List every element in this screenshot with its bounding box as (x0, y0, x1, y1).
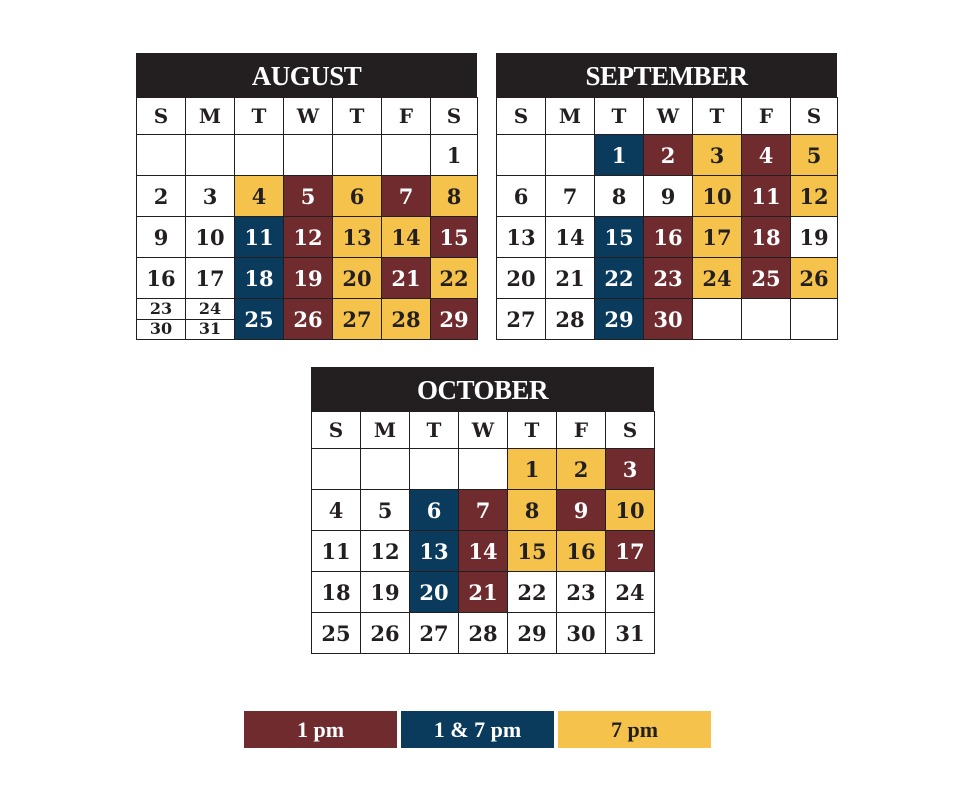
day-cell: 28 (382, 299, 431, 340)
day-cell: 14 (382, 217, 431, 258)
day-cell: 26 (791, 258, 838, 299)
weekday-label: F (557, 412, 606, 449)
empty-cell (742, 299, 791, 340)
empty-cell (546, 135, 595, 176)
empty-cell (284, 135, 333, 176)
week-row (312, 572, 655, 613)
day-cell: 30 (557, 613, 606, 654)
day-cell: 15 (431, 217, 478, 258)
week-row (497, 135, 838, 176)
day-cell-split (137, 299, 186, 340)
weekday-label: S (137, 98, 186, 135)
day-cell: 7 (546, 176, 595, 217)
day-cell: 9 (557, 490, 606, 531)
day-cell: 27 (497, 299, 546, 340)
legend-7pm: 7 pm (558, 711, 711, 748)
week-row (312, 449, 655, 490)
day-cell: 31 (606, 613, 655, 654)
day-number: 30 (149, 319, 173, 339)
weekday-label: S (606, 412, 655, 449)
day-cell: 12 (791, 176, 838, 217)
empty-cell (137, 135, 186, 176)
day-cell: 17 (693, 217, 742, 258)
empty-cell (361, 449, 410, 490)
day-cell: 29 (595, 299, 644, 340)
calendar-september (496, 53, 837, 340)
week-row (312, 490, 655, 531)
day-cell: 28 (546, 299, 595, 340)
day-cell: 2 (557, 449, 606, 490)
day-cell: 1 (431, 135, 478, 176)
empty-cell (459, 449, 508, 490)
day-cell: 13 (410, 531, 459, 572)
day-cell: 6 (410, 490, 459, 531)
day-cell: 22 (431, 258, 478, 299)
day-cell: 5 (791, 135, 838, 176)
day-cell: 19 (284, 258, 333, 299)
day-cell: 28 (459, 613, 508, 654)
day-cell: 17 (606, 531, 655, 572)
day-cell: 16 (557, 531, 606, 572)
week-row (137, 135, 478, 176)
day-cell: 10 (186, 217, 235, 258)
day-number: 23 (137, 299, 185, 320)
legend-1-and-7pm: 1 & 7 pm (401, 711, 554, 748)
weekday-label: S (431, 98, 478, 135)
weekday-label: T (508, 412, 557, 449)
week-row (137, 258, 478, 299)
empty-cell (693, 299, 742, 340)
weekday-label: T (235, 98, 284, 135)
day-cell: 3 (693, 135, 742, 176)
day-cell: 29 (431, 299, 478, 340)
day-cell: 24 (606, 572, 655, 613)
day-cell: 8 (508, 490, 557, 531)
empty-cell (235, 135, 284, 176)
day-cell: 14 (546, 217, 595, 258)
day-cell: 7 (459, 490, 508, 531)
calendar-grid (136, 97, 478, 340)
day-cell: 20 (333, 258, 382, 299)
day-cell: 21 (546, 258, 595, 299)
day-cell: 22 (595, 258, 644, 299)
day-cell: 3 (606, 449, 655, 490)
day-cell: 5 (284, 176, 333, 217)
weekday-label: M (186, 98, 235, 135)
day-cell: 20 (410, 572, 459, 613)
weekday-label: M (546, 98, 595, 135)
day-cell: 25 (312, 613, 361, 654)
day-cell: 11 (312, 531, 361, 572)
empty-cell (497, 135, 546, 176)
weekday-label: S (497, 98, 546, 135)
day-cell: 30 (644, 299, 693, 340)
calendar-grid (311, 411, 655, 654)
empty-cell (186, 135, 235, 176)
week-row (312, 531, 655, 572)
empty-cell (410, 449, 459, 490)
week-row (497, 217, 838, 258)
weekday-header-row (497, 98, 838, 135)
weekday-label: F (742, 98, 791, 135)
weekday-label: W (644, 98, 693, 135)
day-number: 31 (198, 319, 222, 339)
day-cell: 6 (497, 176, 546, 217)
day-cell: 24 (693, 258, 742, 299)
time-legend (244, 711, 711, 748)
day-cell: 18 (742, 217, 791, 258)
day-cell: 4 (235, 176, 284, 217)
day-cell: 10 (606, 490, 655, 531)
empty-cell (382, 135, 431, 176)
weekday-label: T (333, 98, 382, 135)
week-row (497, 258, 838, 299)
week-row (312, 613, 655, 654)
day-cell: 8 (431, 176, 478, 217)
empty-cell (312, 449, 361, 490)
day-cell: 26 (361, 613, 410, 654)
weekday-label: S (791, 98, 838, 135)
day-cell: 1 (508, 449, 557, 490)
calendar-october (311, 367, 654, 654)
day-cell: 11 (742, 176, 791, 217)
day-cell: 19 (791, 217, 838, 258)
day-cell: 7 (382, 176, 431, 217)
day-cell: 29 (508, 613, 557, 654)
week-row (497, 176, 838, 217)
day-cell: 2 (644, 135, 693, 176)
day-cell: 19 (361, 572, 410, 613)
week-row (137, 299, 478, 340)
month-title: OCTOBER (311, 367, 654, 411)
day-cell: 2 (137, 176, 186, 217)
calendar-grid (496, 97, 838, 340)
day-cell: 25 (235, 299, 284, 340)
day-cell: 14 (459, 531, 508, 572)
month-title: AUGUST (136, 53, 477, 97)
day-cell: 21 (459, 572, 508, 613)
day-cell: 8 (595, 176, 644, 217)
day-cell: 18 (312, 572, 361, 613)
day-cell: 9 (644, 176, 693, 217)
day-cell: 16 (644, 217, 693, 258)
day-cell-split (186, 299, 235, 340)
day-cell: 21 (382, 258, 431, 299)
day-cell: 5 (361, 490, 410, 531)
day-cell: 4 (312, 490, 361, 531)
day-cell: 4 (742, 135, 791, 176)
day-cell: 16 (137, 258, 186, 299)
month-title: SEPTEMBER (496, 53, 837, 97)
week-row (137, 217, 478, 258)
weekday-label: T (693, 98, 742, 135)
day-cell: 23 (557, 572, 606, 613)
day-cell: 6 (333, 176, 382, 217)
day-cell: 25 (742, 258, 791, 299)
day-cell: 26 (284, 299, 333, 340)
day-cell: 3 (186, 176, 235, 217)
weekday-label: T (410, 412, 459, 449)
weekday-label: M (361, 412, 410, 449)
empty-cell (791, 299, 838, 340)
day-cell: 11 (235, 217, 284, 258)
weekday-header-row (137, 98, 478, 135)
day-cell: 17 (186, 258, 235, 299)
day-cell: 12 (361, 531, 410, 572)
weekday-label: W (459, 412, 508, 449)
day-cell: 27 (410, 613, 459, 654)
legend-1pm: 1 pm (244, 711, 397, 748)
day-cell: 20 (497, 258, 546, 299)
day-cell: 12 (284, 217, 333, 258)
day-cell: 13 (333, 217, 382, 258)
week-row (137, 176, 478, 217)
day-cell: 1 (595, 135, 644, 176)
weekday-label: S (312, 412, 361, 449)
weekday-label: F (382, 98, 431, 135)
day-number: 24 (186, 299, 234, 320)
weekday-label: W (284, 98, 333, 135)
day-cell: 10 (693, 176, 742, 217)
day-cell: 13 (497, 217, 546, 258)
weekday-header-row (312, 412, 655, 449)
day-cell: 15 (595, 217, 644, 258)
day-cell: 27 (333, 299, 382, 340)
day-cell: 9 (137, 217, 186, 258)
weekday-label: T (595, 98, 644, 135)
day-cell: 22 (508, 572, 557, 613)
day-cell: 18 (235, 258, 284, 299)
week-row (497, 299, 838, 340)
empty-cell (333, 135, 382, 176)
calendar-august (136, 53, 477, 340)
day-cell: 15 (508, 531, 557, 572)
day-cell: 23 (644, 258, 693, 299)
